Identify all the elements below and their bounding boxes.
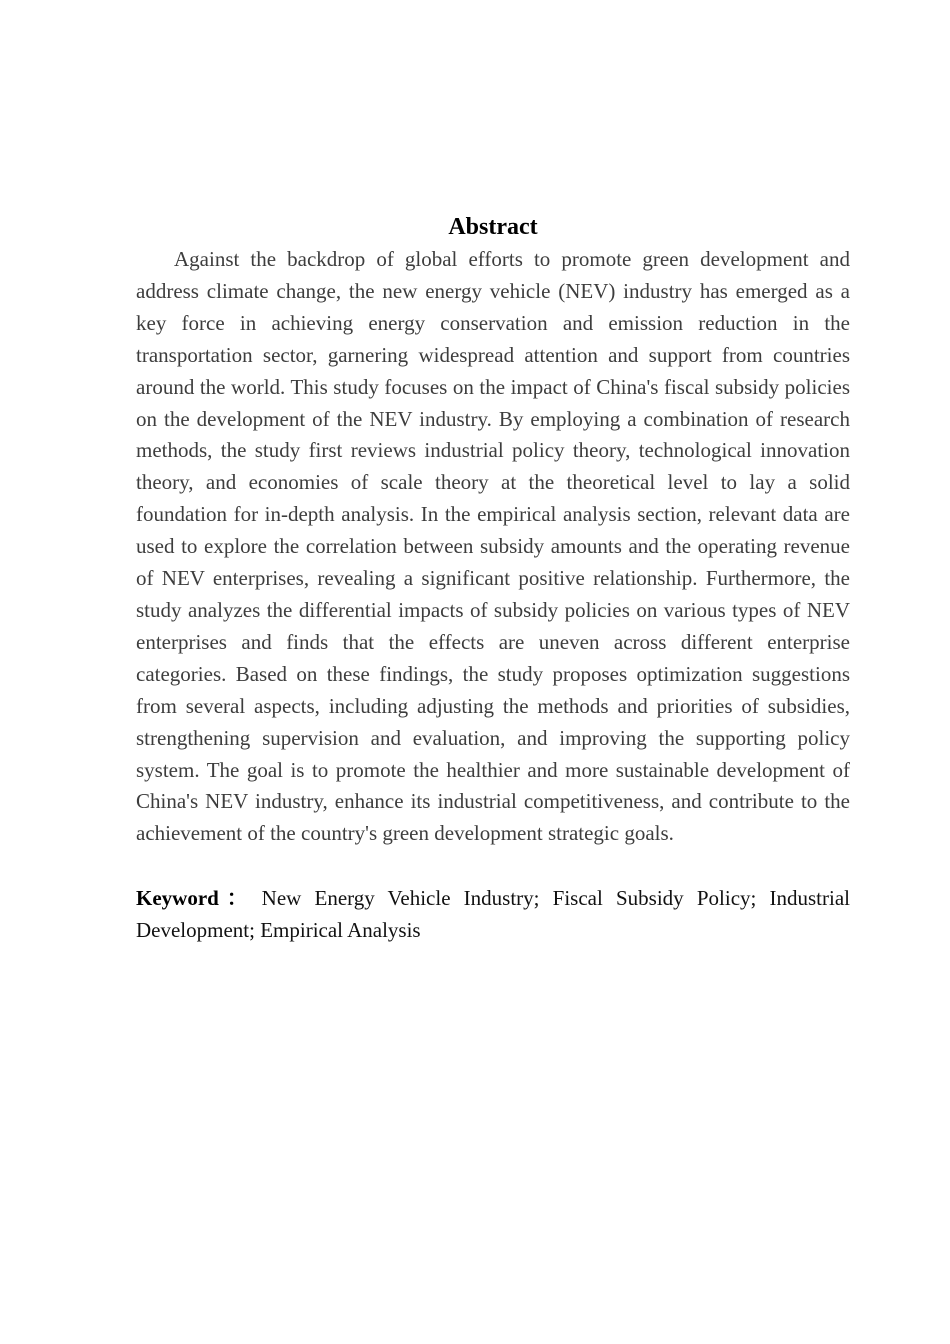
keyword-list: New Energy Vehicle Industry; Fiscal Subsidy Policy; Industrial Development; Empirical Analysis bbox=[136, 886, 851, 943]
abstract-body: Against the backdrop of global efforts to promote green development and address climate change, the new energy vehicle (NEV) industry has emerged as a key force in achieving energy conservation and emission reduction in the transportation sector, garnering widespread attention and support from countries around the world. This study focuses on the impact of China's fiscal subsidy policies on the development of the NEV industry. By employing a combination of research methods, the study first reviews industrial policy theory, technological innovation theory, and economies of scale theory at the theoretical level to lay a solid foundation for in-depth analysis. In the empirical analysis section, relevant data are used to explore the correlation between subsidy amounts and the operating revenue of NEV enterprises, revealing a significant positive relationship. Furthermore, the study analyzes the differential impacts of subsidy policies on various types of NEV enterprises and finds that the effects are uneven across different enterprise categories. Based on these findings, the study proposes optimization suggestions from several aspects, including adjusting the methods and priorities of subsidies, strengthening supervision and evaluation, and improving the supporting policy system. The goal is to promote the healthier and more sustainable development of China's NEV industry, enhance its industrial competitiveness, and contribute to the achievement of the country's green development strategic goals. bbox=[136, 247, 850, 846]
keyword-label: Keyword bbox=[136, 886, 219, 911]
keywords-line bbox=[136, 883, 850, 947]
abstract-title: Abstract bbox=[448, 214, 538, 240]
keyword-separator: ： bbox=[218, 886, 256, 911]
abstract-section bbox=[136, 210, 850, 947]
